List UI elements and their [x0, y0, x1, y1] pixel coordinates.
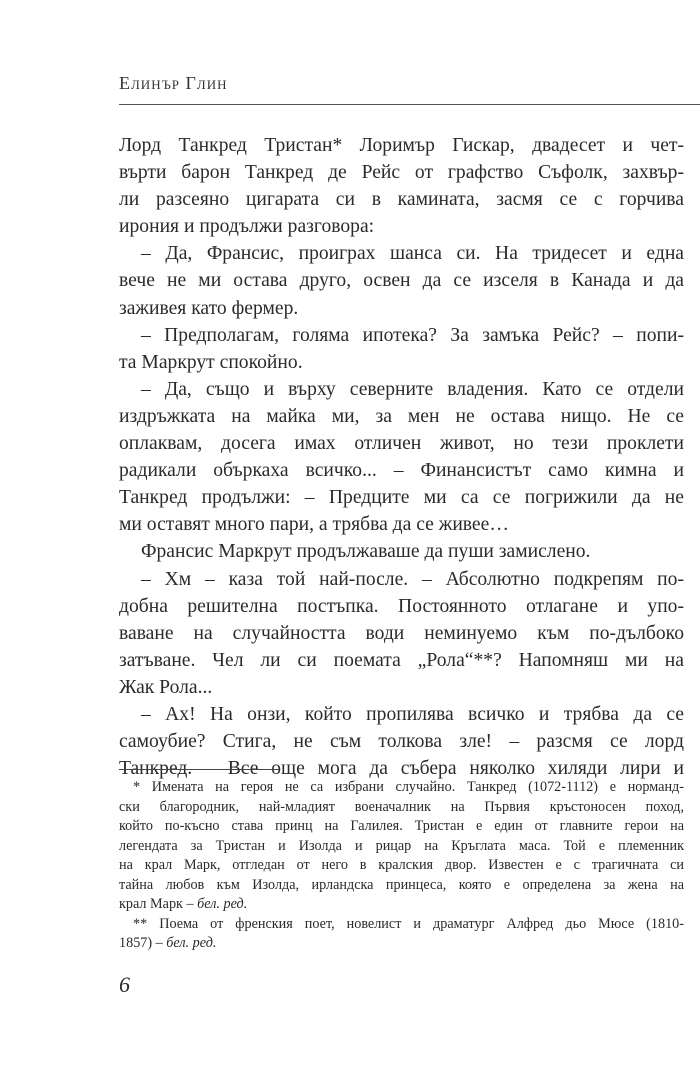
footnotes — [119, 778, 684, 954]
body-line: ми оставят много пари, а трябва да се живее… — [119, 514, 509, 536]
body-line: радикали объркаха всичко... – Финансистът само кимна и — [119, 460, 684, 482]
footnote-line: който по-късно става принц на Галилея. Тристан е един от главните герои на — [119, 818, 684, 834]
footnote-text: 1857) – — [119, 935, 163, 951]
editor-note: бел. ред. — [166, 935, 217, 951]
footnote-text: крал Марк – — [119, 896, 194, 912]
body-line: издръжката на майка ми, за мен не остава нищо. Не се — [119, 405, 684, 427]
body-line: – Ах! На онзи, който пропилява всичко и трябва да се — [141, 703, 684, 725]
footnote-line: на крал Марк, отгледан от него в кралския двор. Известен е с трагичната си — [119, 857, 684, 873]
body-line: Танкред. – Все още мога да събера няколко хиляди лири и — [119, 758, 684, 780]
body-line: – Да, също и върху северните владения. Като се отдели — [141, 378, 684, 400]
body-line: – Предполагам, голяма ипотека? За замъка Рейс? – попи- — [141, 324, 684, 346]
body-line: заживея като фермер. — [119, 297, 299, 319]
editor-note: бел. ред. — [197, 896, 248, 912]
footnote-line: * Имената на героя не са избрани случайно. Танкред (1072-1112) е норманд- — [133, 779, 684, 795]
body-line: та Маркрут спокойно. — [119, 351, 303, 373]
body-line: – Хм – каза той най-после. – Абсолютно подкрепям по- — [141, 568, 684, 590]
body-line: Жак Рола... — [119, 676, 213, 698]
header-rule — [119, 104, 700, 105]
body-line: върти барон Танкред де Рейс от графство Съфолк, захвър- — [119, 162, 684, 184]
body-line: добна решителна постъпка. Постоянното отлагане и упо- — [119, 595, 684, 617]
footnote-line: ски благородник, най-младият военачалник на Първия кръстоносен поход, — [119, 798, 684, 815]
body-line: затъване. Чел ли си поемата „Рола“**? Напомняш ми на — [119, 649, 684, 671]
body-line: самоубие? Стига, не съм толкова зле! – разсмя се лорд — [119, 731, 684, 753]
footnote-line: тайна любов към Изолда, ирландска принцеса, която е определена за жена на — [119, 876, 684, 893]
body-line: Танкред продължи: – Предците ми са се погрижили да не — [119, 487, 684, 509]
footnote-line: ** Поема от френския поет, новелист и драматург Алфред дьо Мюсе (1810- — [133, 915, 684, 932]
running-head: Елинър Глин — [119, 73, 228, 93]
body-text — [119, 132, 684, 782]
footnote-rule — [119, 769, 279, 770]
footnote-line — [119, 895, 684, 915]
page-number: 6 — [119, 972, 130, 997]
body-line: вече не ми остава друго, освен да се изселя в Канада и да — [119, 270, 684, 292]
footnote-line — [119, 934, 684, 954]
body-line: ли разсеяно цигарата си в камината, засмя се с горчива — [119, 189, 684, 211]
body-line: ирония и продължи разговора: — [119, 216, 375, 238]
body-line: Лорд Танкред Тристан* Лоримър Гискар, двадесет и чет- — [119, 135, 684, 156]
body-line: – Да, Франсис, проиграх шанса си. На тридесет и една — [141, 243, 684, 265]
body-line: ваване на случайността води неминуемо към по-дълбоко — [119, 622, 684, 644]
body-line: Франсис Маркрут продължаваше да пуши замислено. — [141, 541, 591, 563]
footnote-line: легендата за Тристан и Изолда и рицар на Кръглата маса. Той е племенник — [119, 837, 684, 854]
body-line: оплаквам, досега имах отличен живот, но тези проклети — [119, 433, 684, 455]
